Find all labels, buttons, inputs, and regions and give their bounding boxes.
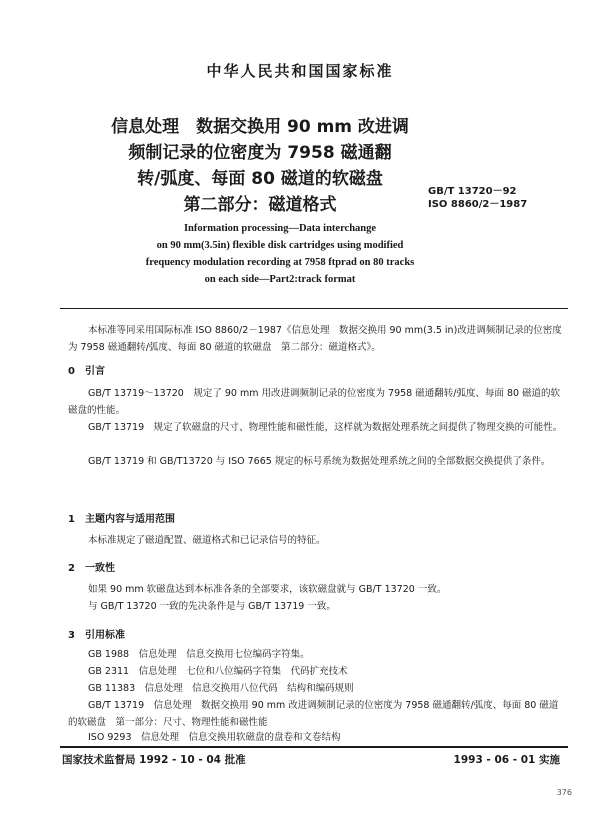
intro-paragraph: 本标准等同采用国际标准 ISO 8860/2－1987《信息处理 数据交换用 90 mm(3.5 in)改进调频制记录的位密度为 7958 磁通翻转/弧度、每面 80 磁道的软磁盘 第二部分：磁道格式》。: [68, 325, 562, 353]
title-en-line-3: frequency modulation recording at 7958 ftprad on 80 tracks: [145, 257, 415, 268]
standard-code-iso: ISO 8860/2－1987: [428, 199, 528, 210]
reference-item: GB 1988 信息处理 信息交换用七位编码字符集。: [88, 649, 310, 660]
effective-date: 1993 - 06 - 01 实施: [453, 754, 560, 766]
title-cn-line-3: 转/弧度、每面 80 磁道的软磁盘: [137, 169, 383, 189]
national-standard-heading: 中华人民共和国国家标准: [206, 62, 394, 80]
title-en-line-1: Information processing—Data interchange: [183, 223, 377, 234]
reference-item: GB/T 13719 信息处理 数据交换用 90 mm 改进调频制记录的位密度为 7958 磁通翻转/弧度、每面 80 磁道的软磁盘 第一部分：尺寸、物理性能和磁性能: [68, 700, 559, 728]
section-1-paragraph-1: 本标准规定了磁道配置、磁道格式和已记录信号的特征。: [88, 535, 326, 546]
section-0-paragraph-3: GB/T 13719 和 GB/T13720 与 ISO 7665 规定的标号系统为数据处理系统之间的全部数据交换提供了条件。: [88, 456, 551, 467]
title-cn-line-1: 信息处理 数据交换用 90 mm 改进调: [111, 117, 409, 137]
title-en-line-2: on 90 mm(3.5in) flexible disk cartridges using modified: [156, 240, 404, 251]
title-cn-line-4: 第二部分：磁道格式: [183, 195, 337, 215]
page-number: 376: [556, 788, 572, 797]
standard-code-gb: GB/T 13720－92: [428, 186, 517, 197]
title-en-line-4: on each side—Part2:track format: [204, 274, 356, 285]
section-0-paragraph-1: GB/T 13719～13720 规定了 90 mm 用改进调频制记录的位密度为 7958 磁通翻转/弧度、每面 80 磁道的软磁盘的性能。: [68, 388, 561, 416]
reference-item: ISO 9293 信息处理 信息交换用软磁盘的盘卷和文卷结构: [88, 732, 341, 743]
title-cn-line-2: 频制记录的位密度为 7958 磁通翻: [128, 143, 392, 163]
reference-item: GB 11383 信息处理 信息交换用八位代码 结构和编码规则: [88, 683, 354, 694]
reference-item: GB 2311 信息处理 七位和八位编码字符集 代码扩充技术: [88, 666, 348, 677]
section-2-heading: 2 一致性: [68, 563, 115, 574]
section-3-heading: 3 引用标准: [68, 630, 125, 641]
section-2-paragraph-2: 与 GB/T 13720 一致的先决条件是与 GB/T 13719 一致。: [88, 601, 336, 612]
header-divider: [60, 308, 568, 309]
section-0-heading: 0 引言: [68, 366, 105, 377]
section-0-paragraph-2: GB/T 13719 规定了软磁盘的尺寸、物理性能和磁性能，这样就为数据处理系统之间提供了物理交换的可能性。: [88, 422, 563, 433]
footer-divider: [60, 746, 568, 748]
approval-date: 国家技术监督局 1992 - 10 - 04 批准: [62, 754, 246, 766]
section-1-heading: 1 主题内容与适用范围: [68, 514, 175, 525]
section-2-paragraph-1: 如果 90 mm 软磁盘达到本标准各条的全部要求，该软磁盘就与 GB/T 13720 一致。: [88, 584, 447, 595]
